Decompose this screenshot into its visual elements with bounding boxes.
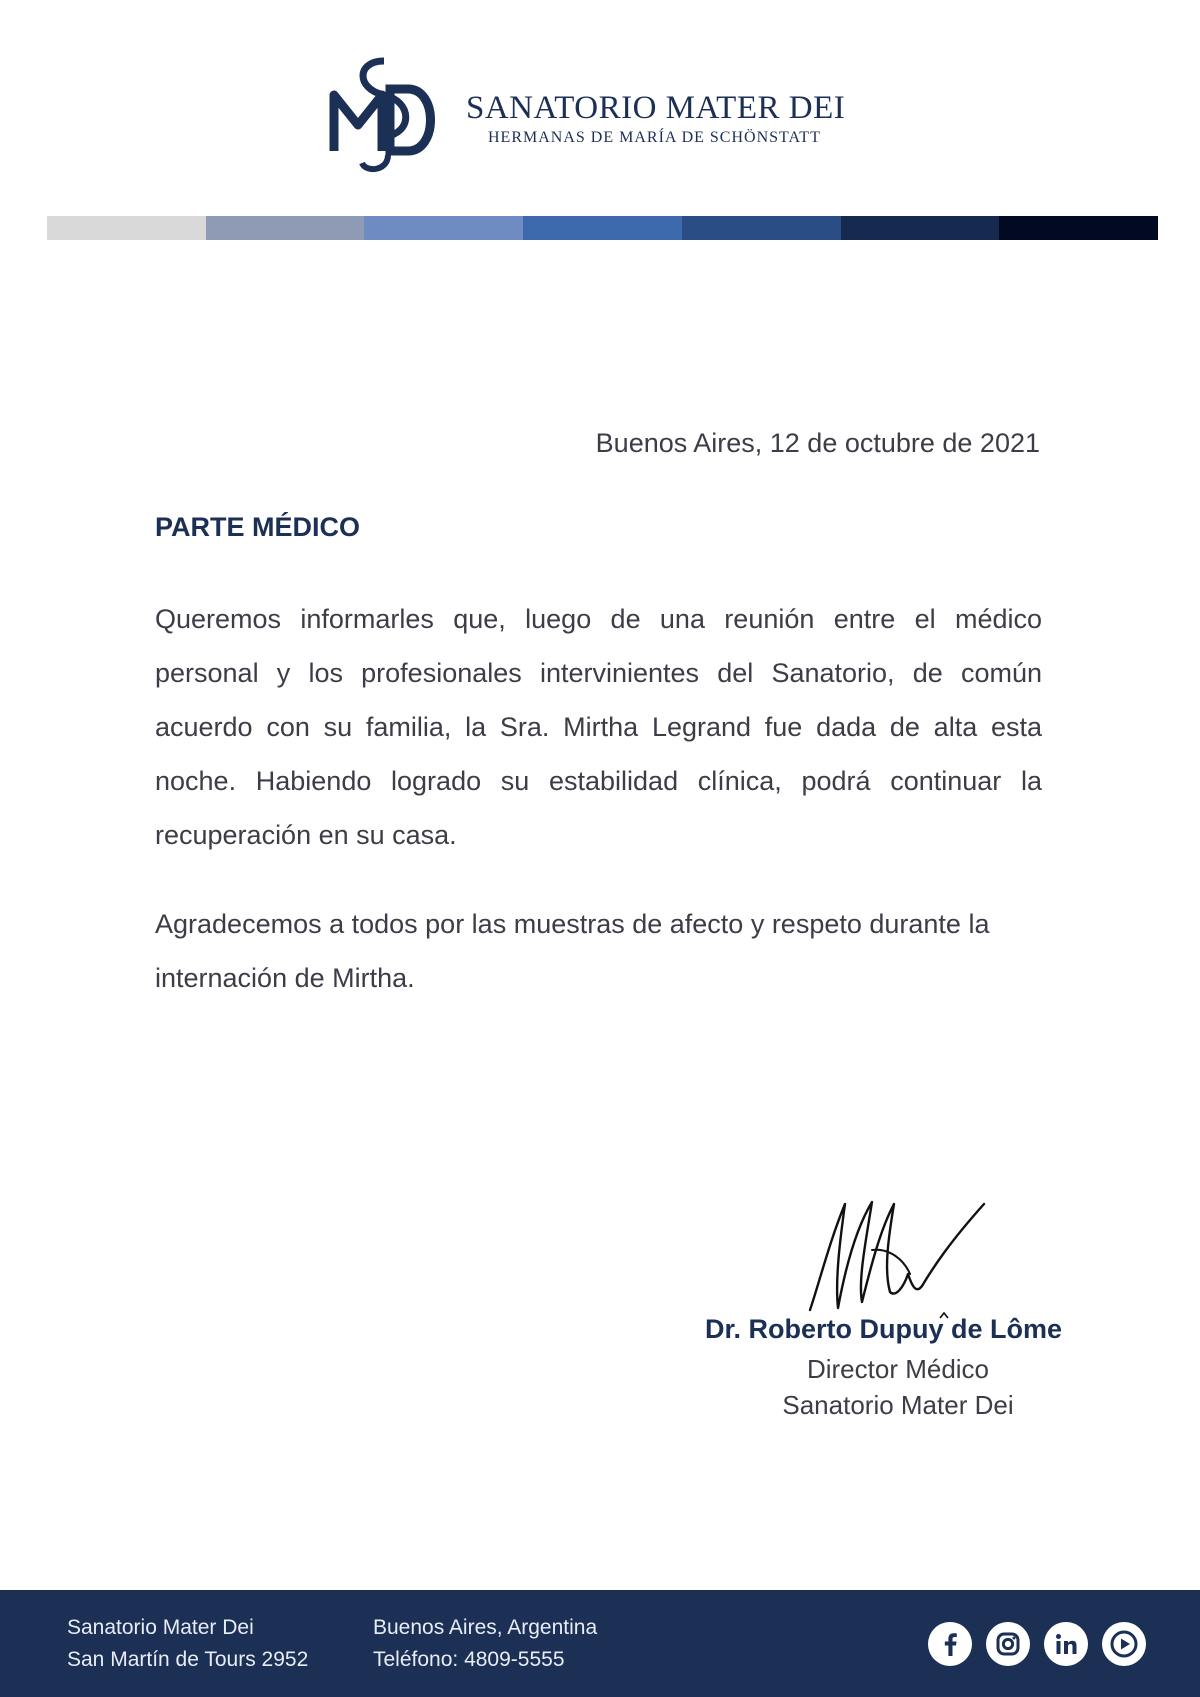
footer-address-column (67, 1612, 308, 1676)
linkedin-icon[interactable] (1044, 1622, 1088, 1666)
color-band-segment (523, 216, 682, 240)
footer (0, 1590, 1200, 1697)
facebook-icon[interactable] (928, 1622, 972, 1666)
signer-name: Dr. Roberto Dupuy de Lôme (704, 1314, 1062, 1344)
color-band-segment (999, 216, 1158, 240)
brand-name: SANATORIO MATER DEI (466, 90, 846, 126)
social-links (928, 1622, 1146, 1666)
footer-city: Buenos Aires, Argentina (373, 1616, 598, 1639)
brand-subtitle: HERMANAS DE MARÍA DE SCHÖNSTATT (488, 129, 821, 146)
body-paragraph-1: Queremos informarles que, luego de una reunión entre el médico personal y los profesionales intervinientes del Sanatorio, de común acuerdo con su familia, la Sra. Mirtha Legrand fue dada de alta esta noche. Habiendo logrado su estabilidad clínica, podrá continuar la recuperación en su casa. (155, 604, 1042, 850)
color-band-segment (47, 216, 206, 240)
youtube-icon[interactable] (1102, 1622, 1146, 1666)
body-paragraph-2: Agradecemos a todos por las muestras de afecto y respeto durante la internación de Mirtha. (155, 909, 990, 993)
instagram-icon[interactable] (986, 1622, 1030, 1666)
footer-contact-column (373, 1612, 597, 1676)
brand-block (466, 88, 906, 148)
color-band-segment (682, 216, 841, 240)
footer-street-address: San Martín de Tours 2952 (67, 1648, 309, 1671)
footer-org-name: Sanatorio Mater Dei (67, 1616, 254, 1639)
handwritten-signature (800, 1190, 990, 1320)
document-title: PARTE MÉDICO (155, 512, 361, 542)
msd-monogram-icon (326, 55, 446, 175)
color-band-segment (206, 216, 365, 240)
color-band-segment (364, 216, 523, 240)
signer-role: Director Médico (806, 1354, 990, 1384)
letter-date: Buenos Aires, 12 de octubre de 2021 (595, 428, 1040, 458)
color-band (47, 216, 1158, 240)
signer-organization: Sanatorio Mater Dei (782, 1390, 1014, 1420)
footer-phone: Teléfono: 4809-5555 (373, 1648, 565, 1671)
color-band-segment (841, 216, 1000, 240)
